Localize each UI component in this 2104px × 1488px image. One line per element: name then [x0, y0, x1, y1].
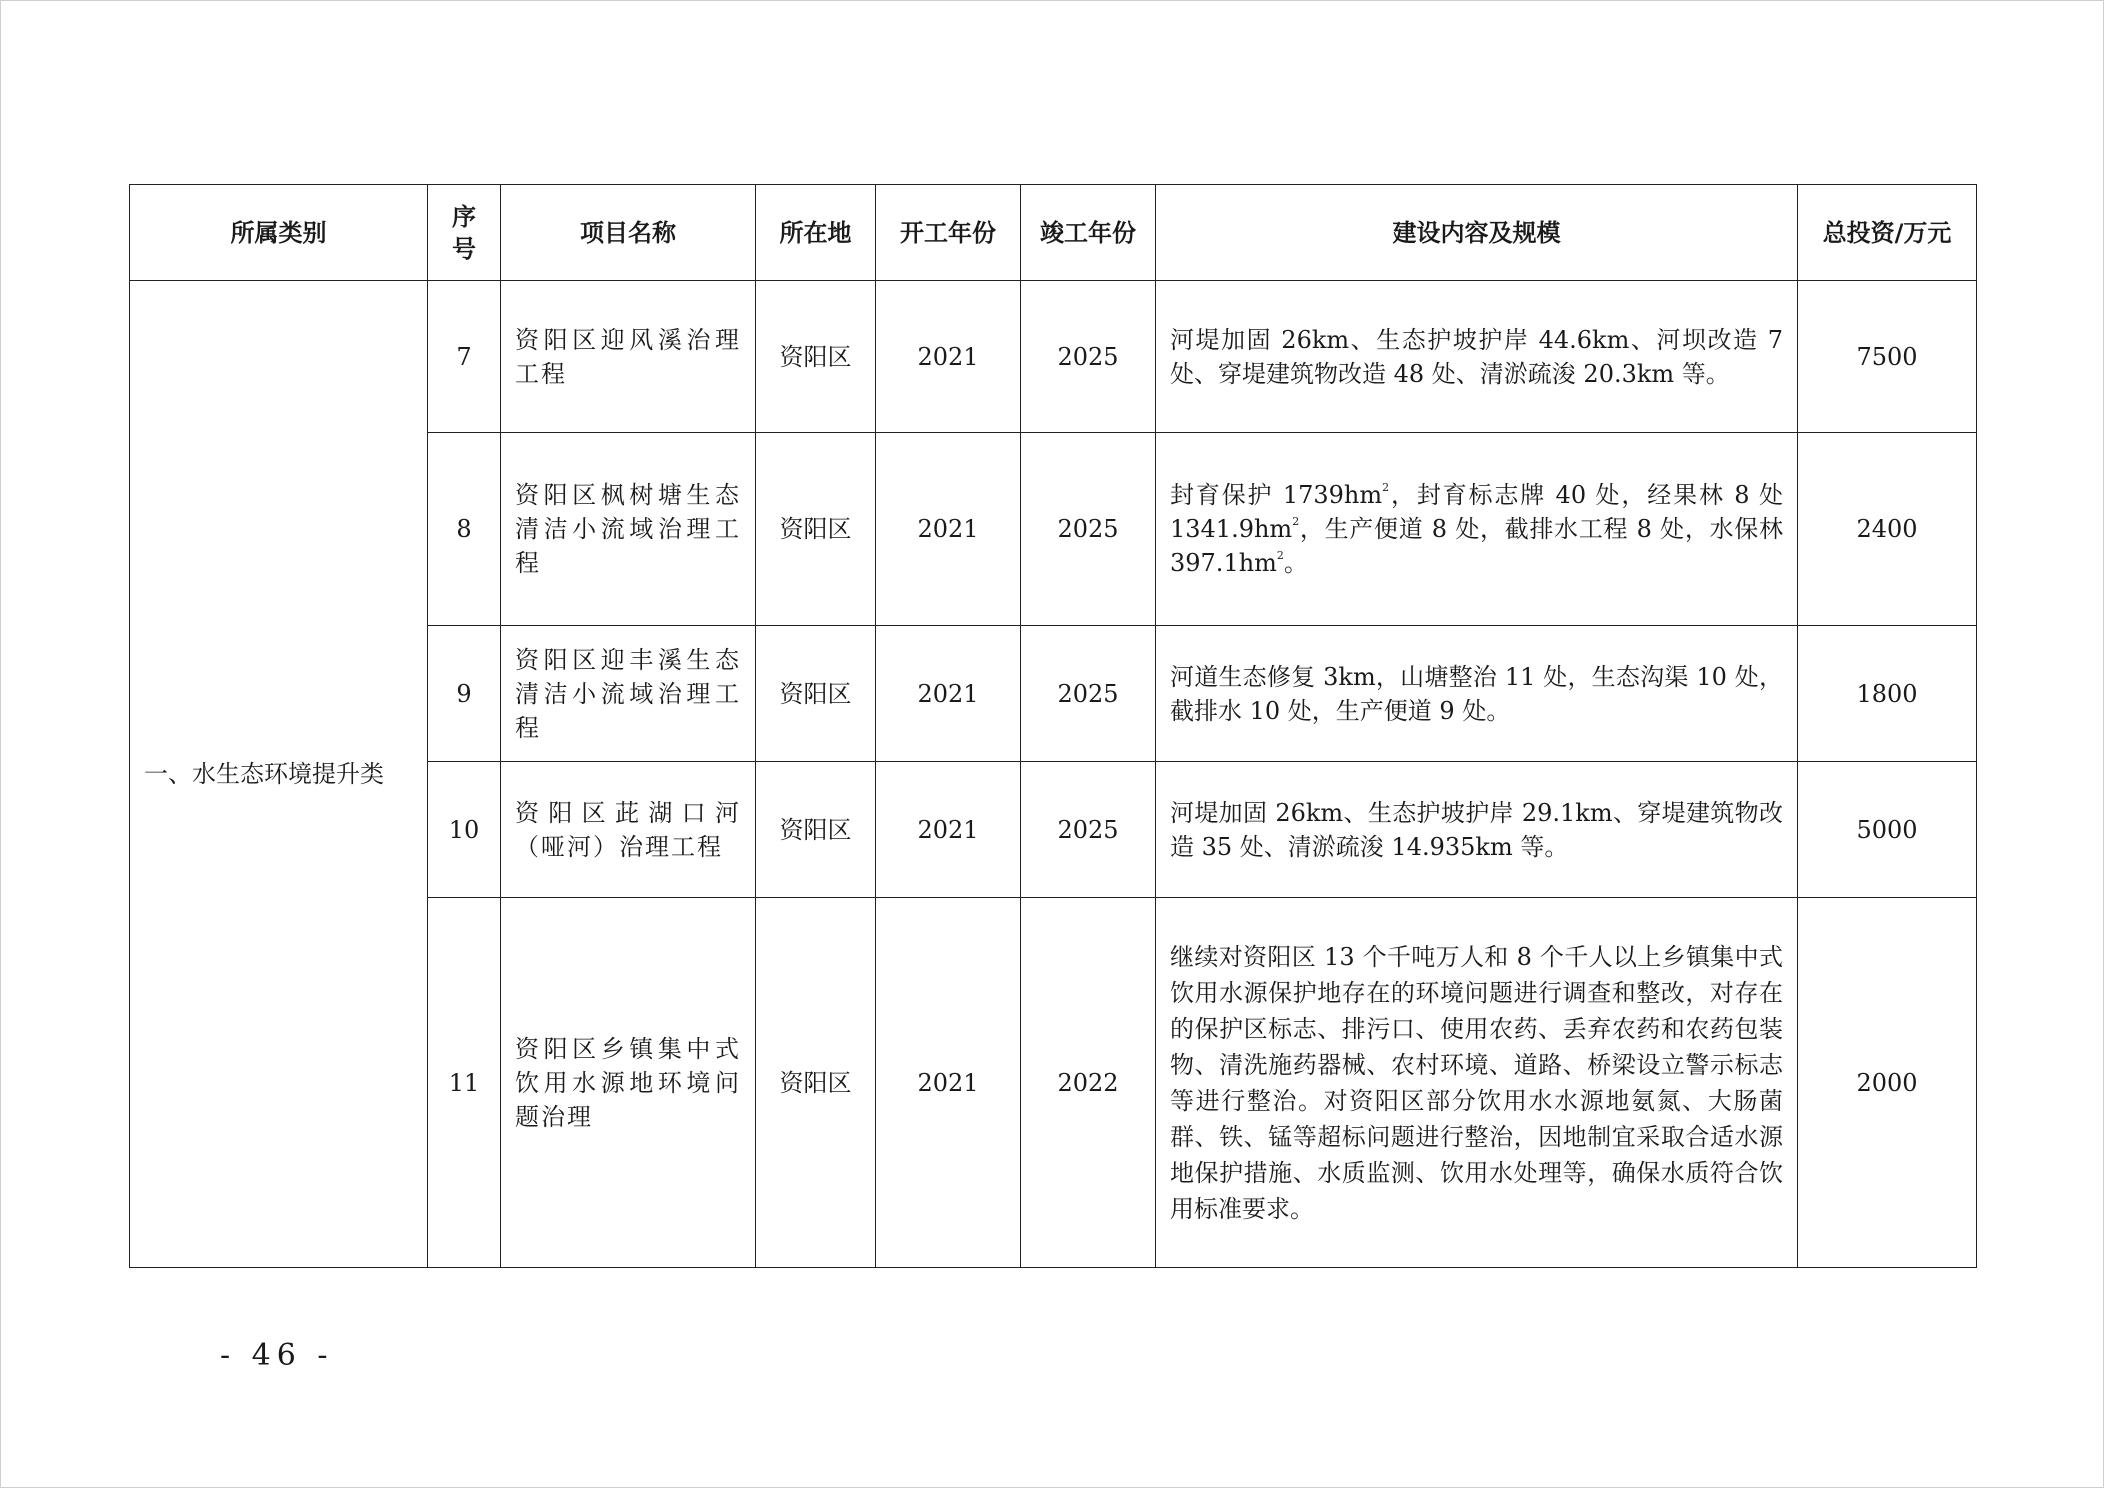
- row-serial: 8: [428, 433, 501, 626]
- row-investment: 2400: [1798, 433, 1977, 626]
- content-part: 封育保护 1739hm: [1170, 481, 1383, 509]
- header-serial: [428, 185, 501, 281]
- row-content: [1156, 433, 1798, 626]
- row-serial: 9: [428, 626, 501, 762]
- row-end-year: 2025: [1021, 281, 1156, 433]
- header-category: 所属类别: [130, 185, 428, 281]
- row-investment: 1800: [1798, 626, 1977, 762]
- row-start-year: 2021: [876, 281, 1021, 433]
- row-location: 资阳区: [756, 762, 876, 898]
- row-end-year: 2022: [1021, 898, 1156, 1268]
- row-content: 河道生态修复 3km，山塘整治 11 处，生态沟渠 10 处，截排水 10 处，生产便道 9 处。: [1156, 626, 1798, 762]
- row-location: 资阳区: [756, 281, 876, 433]
- row-start-year: 2021: [876, 433, 1021, 626]
- row-end-year: 2025: [1021, 762, 1156, 898]
- row-serial: 7: [428, 281, 501, 433]
- row-content: 河堤加固 26km、生态护坡护岸 44.6km、河坝改造 7 处、穿堤建筑物改造 48 处、清淤疏浚 20.3km 等。: [1156, 281, 1798, 433]
- row-investment: 5000: [1798, 762, 1977, 898]
- row-project-name: 资阳区枫树塘生态清洁小流域治理工程: [501, 433, 756, 626]
- row-serial: 11: [428, 898, 501, 1268]
- row-investment: 2000: [1798, 898, 1977, 1268]
- superscript: 2: [1382, 481, 1390, 494]
- content-part: ，生产便道 8 处，截排水工程 8 处，水保林 397.1hm: [1170, 515, 1783, 577]
- row-location: 资阳区: [756, 433, 876, 626]
- table-header-row: [130, 185, 1977, 281]
- row-start-year: 2021: [876, 626, 1021, 762]
- header-location: 所在地: [756, 185, 876, 281]
- header-end-year: 竣工年份: [1021, 185, 1156, 281]
- row-content: 继续对资阳区 13 个千吨万人和 8 个千人以上乡镇集中式饮用水源保护地存在的环境问题进行调查和整改，对存在的保护区标志、排污口、使用农药、丢弃农药和农药包装物、清洗施药器械、农村环境、道路、桥梁设立警示标志等进行整治。对资阳区部分饮用水水源地氨氮、大肠菌群、铁、锰等超标问题进行整治，因地制宜采取合适水源地保护措施、水质监测、饮用水处理等，确保水质符合饮用标准要求。: [1156, 898, 1798, 1268]
- table-row: [130, 281, 1977, 433]
- superscript: 2: [1292, 515, 1300, 528]
- row-end-year: 2025: [1021, 433, 1156, 626]
- header-project-name: 项目名称: [501, 185, 756, 281]
- row-end-year: 2025: [1021, 626, 1156, 762]
- projects-table: [129, 184, 1977, 1268]
- row-serial: 10: [428, 762, 501, 898]
- row-location: 资阳区: [756, 898, 876, 1268]
- row-project-name: 资阳区茈湖口河（哑河）治理工程: [501, 762, 756, 898]
- content-part: 。: [1283, 549, 1308, 577]
- header-start-year: 开工年份: [876, 185, 1021, 281]
- row-start-year: 2021: [876, 898, 1021, 1268]
- row-start-year: 2021: [876, 762, 1021, 898]
- row-location: 资阳区: [756, 626, 876, 762]
- header-serial-text: 序号: [452, 202, 476, 263]
- page-number: - 46 -: [220, 1338, 334, 1373]
- header-content: 建设内容及规模: [1156, 185, 1798, 281]
- superscript: 2: [1276, 549, 1284, 562]
- header-investment: 总投资/万元: [1798, 185, 1977, 281]
- row-investment: 7500: [1798, 281, 1977, 433]
- row-content: 河堤加固 26km、生态护坡护岸 29.1km、穿堤建筑物改造 35 处、清淤疏浚 14.935km 等。: [1156, 762, 1798, 898]
- row-project-name: 资阳区迎丰溪生态清洁小流域治理工程: [501, 626, 756, 762]
- row-project-name: 资阳区迎风溪治理工程: [501, 281, 756, 433]
- content-part: ，封育标志牌 40 处，经果林 8 处 1341.9hm: [1170, 481, 1784, 543]
- category-cell: 一、水生态环境提升类: [130, 281, 428, 1268]
- row-project-name: 资阳区乡镇集中式饮用水源地环境问题治理: [501, 898, 756, 1268]
